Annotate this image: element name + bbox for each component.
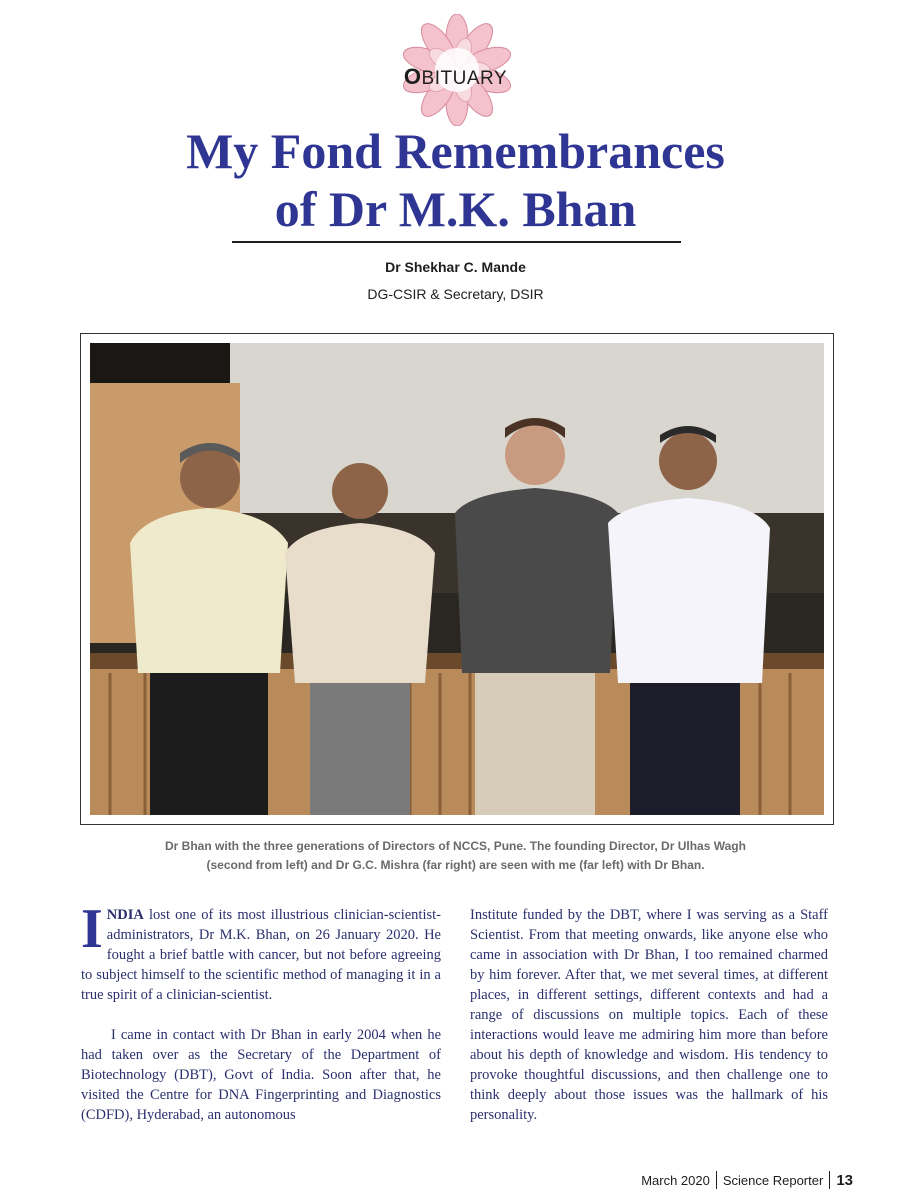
- lead-word: NDIA: [106, 907, 144, 923]
- article-column-right: [470, 905, 828, 1145]
- drop-cap: I: [81, 898, 103, 960]
- author-name: Dr Shekhar C. Mande: [385, 259, 526, 275]
- paragraph-2: I came in contact with Dr Bhan in early 2004 when he had taken over as the Secretary of the Department of Biotechnology (DBT), Govt of India. Soon after that, he visited the Centre for DNA Fingerprinting and Diagnostics (CDFD), Hyderabad, an autonomous: [81, 1027, 441, 1123]
- paragraph-1-text: lost one of its most illustrious clinician-scientist-administrators, Dr M.K. Bhan, on 26 January 2020. He fought a brief battle with cancer, but not before agreeing to subject himself to the scientific method of managing it in a true spirit of a clinician-scientist.: [81, 907, 441, 1003]
- title-divider: [232, 241, 681, 243]
- footer-divider: [829, 1171, 830, 1189]
- title-line-2: of Dr M.K. Bhan: [274, 181, 637, 237]
- section-label-rest: BITUARY: [421, 68, 508, 89]
- group-photo: [90, 343, 824, 815]
- photo-caption: [100, 837, 811, 875]
- title-line-1: My Fond Remembrances: [186, 123, 725, 179]
- caption-line-1: Dr Bhan with the three generations of Directors of NCCS, Pune. The founding Director, Dr Ulhas Wagh: [165, 839, 746, 853]
- page-footer: [641, 1171, 853, 1189]
- caption-line-2: (second from left) and Dr G.C. Mishra (far right) are seen with me (far left) with Dr Bhan.: [206, 858, 705, 872]
- article-column-left: [81, 898, 441, 1145]
- photo-frame: [80, 333, 834, 825]
- section-label-initial: O: [403, 64, 422, 89]
- section-label: [0, 64, 911, 90]
- issue-date: March 2020: [641, 1172, 710, 1188]
- paragraph-1: [81, 898, 441, 1005]
- paragraph-3: Institute funded by the DBT, where I was serving as a Staff Scientist. From that meeting onwards, like anyone else who came in association with Dr Bhan, I too remained charmed by him forever. After that, we met several times, at different places, in different settings, different contexts and had a range of discussions on multiple topics. Each of these interactions would leave me admiring him more than before about his depth of knowledge and wisdom. His tendency to provoke thoughtful discussions, and then challenge one to think deeply about those issues was the hallmark of his personality.: [470, 907, 828, 1123]
- magazine-name: Science Reporter: [722, 1172, 824, 1188]
- footer-divider: [716, 1171, 717, 1189]
- article-title: [0, 122, 911, 238]
- author-affiliation: DG-CSIR & Secretary, DSIR: [367, 286, 544, 302]
- page-number: 13: [836, 1171, 853, 1189]
